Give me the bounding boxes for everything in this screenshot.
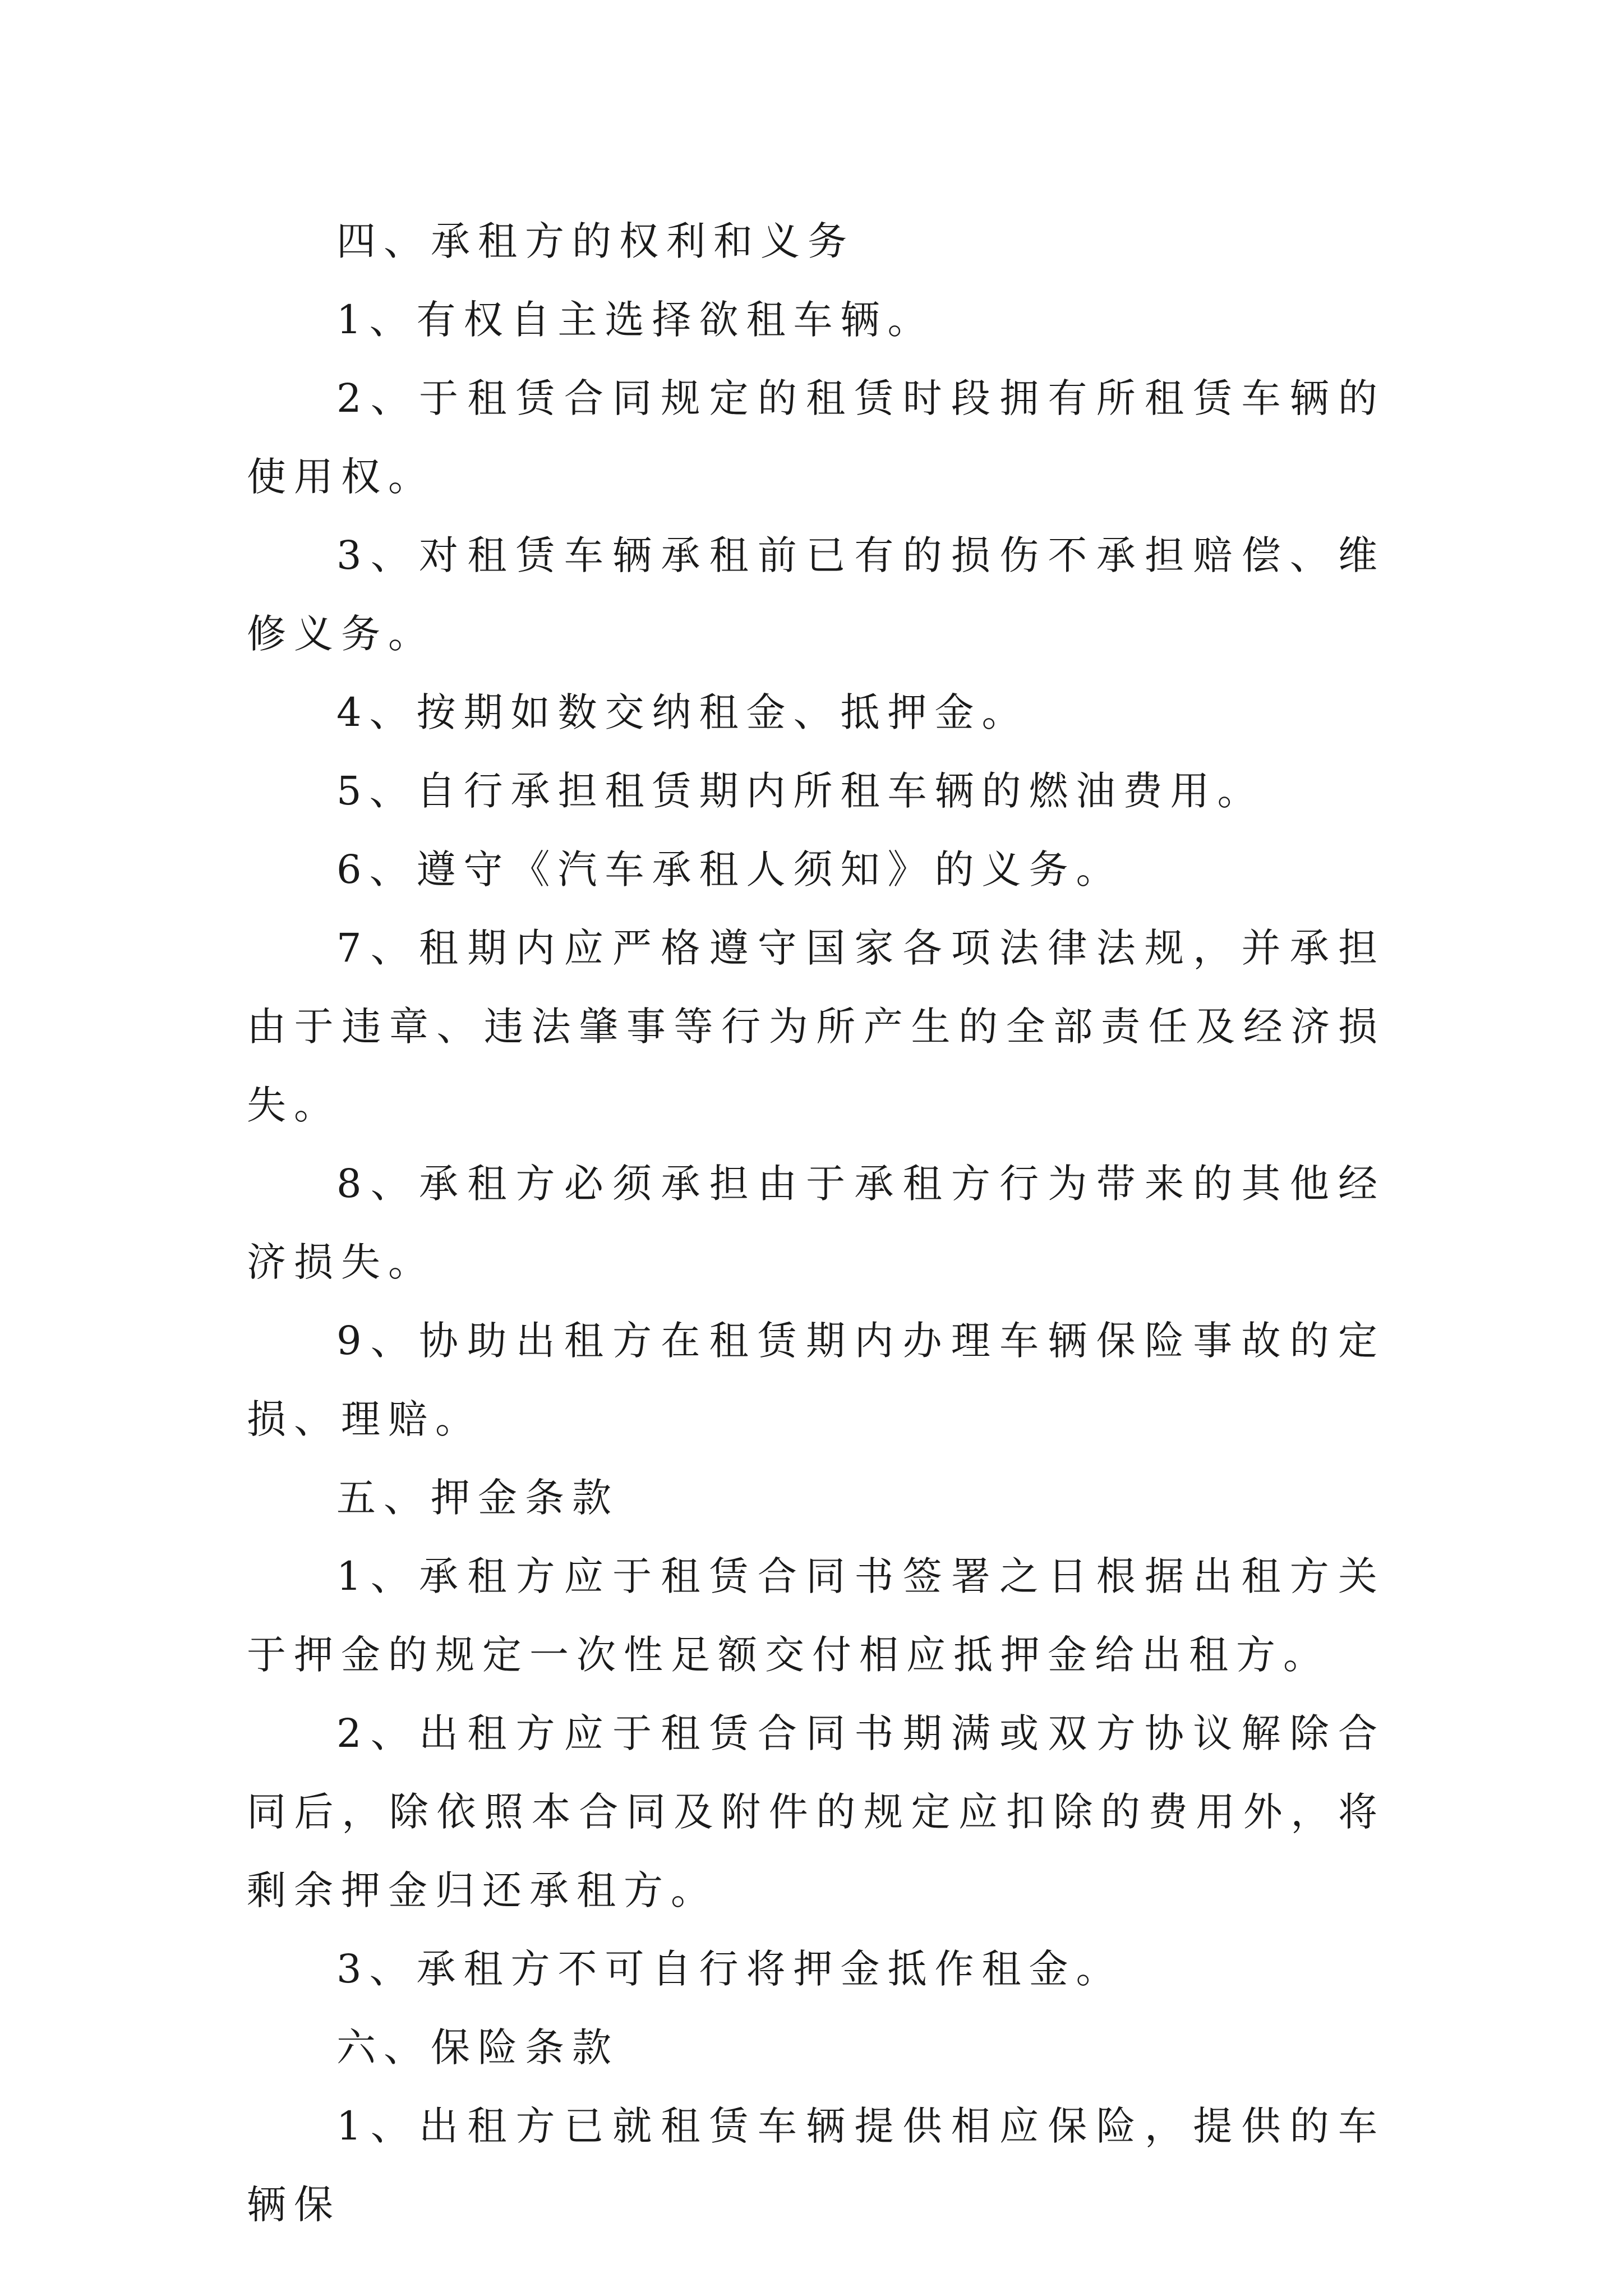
paragraph-item: 1、有权自主选择欲租车辆。 <box>336 297 935 343</box>
paragraph-item: 2、出租方应于租赁合同书期满或双方协议解除合同后，除依照本合同及附件的规定应扣除的费用外，将剩余押金归还承租方。 <box>247 1710 1385 1913</box>
paragraph-item: 2、于租赁合同规定的租赁时段拥有所租赁车辆的使用权。 <box>247 375 1385 500</box>
paragraph-item: 9、协助出租方在租赁期内办理车辆保险事故的定损、理赔。 <box>247 1318 1385 1442</box>
paragraph-item: 3、对租赁车辆承租前已有的损伤不承担赔偿、维修义务。 <box>247 532 1385 657</box>
paragraph-item: 5、自行承担租赁期内所租车辆的燃油费用。 <box>336 768 1265 814</box>
paragraph-item: 6、遵守《汽车承租人须知》的义务。 <box>336 846 1123 892</box>
paragraph-item: 8、承租方必须承担由于承租方行为带来的其他经济损失。 <box>247 1161 1385 1285</box>
paragraph-item: 4、按期如数交纳租金、抵押金。 <box>336 689 1029 735</box>
paragraph-item: 1、出租方已就租赁车辆提供相应保险，提供的车辆保 <box>247 2103 1385 2228</box>
document-body <box>247 202 1385 2244</box>
section-heading-lessee-rights: 四、承租方的权利和义务 <box>336 218 855 264</box>
paragraph-item: 7、租期内应严格遵守国家各项法律法规，并承担由于违章、违法肇事等行为所产生的全部责任及经济损失。 <box>247 925 1385 1128</box>
section-heading-deposit: 五、押金条款 <box>336 1475 619 1521</box>
section-heading-insurance: 六、保险条款 <box>336 2024 619 2070</box>
paragraph-item: 1、承租方应于租赁合同书签署之日根据出租方关于押金的规定一次性足额交付相应抵押金给出租方。 <box>247 1553 1385 1678</box>
paragraph-item: 3、承租方不可自行将押金抵作租金。 <box>336 1946 1123 1992</box>
